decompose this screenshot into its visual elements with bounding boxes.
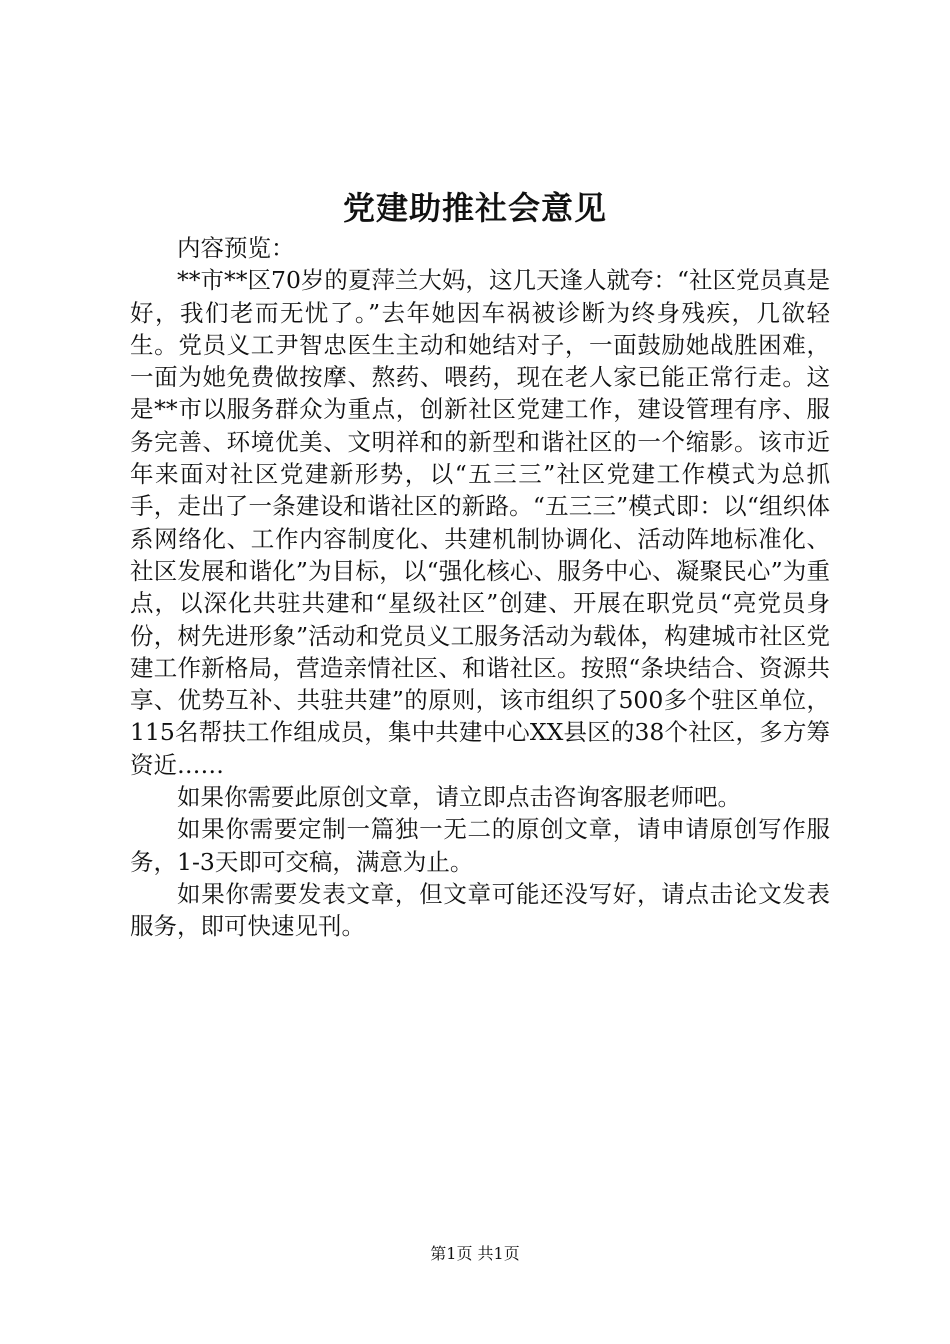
publish-service-note: 如果你需要发表文章，但文章可能还没写好，请点击论文发表服务，即可快速见刊。	[130, 879, 830, 941]
page-number-footer: 第1页 共1页	[430, 1244, 520, 1263]
custom-writing-note: 如果你需要定制一篇独一无二的原创文章，请申请原创写作服务，1-3天即可交稿，满意为止。	[130, 815, 830, 876]
preview-label: 内容预览：	[177, 234, 295, 262]
document-body	[130, 232, 830, 943]
consult-note: 如果你需要此原创文章，请立即点击咨询客服老师吧。	[177, 783, 741, 812]
document-title: 党建助推社会意见	[342, 189, 607, 227]
main-paragraph: **市**区70岁的夏萍兰大妈，这几天逢人就夸：“社区党员真是好，我们老而无忧了。”去年她因车祸被诊断为终身残疾，几欲轻生。党员义工尹智忠医生主动和她结对子，一面鼓励她战胜困难，一面为她免费做按摩、熬药、喂药，现在老人家已能正常行走。这是**市以服务群众为重点，创新社区党建工作，建设管理有序、服务完善、环境优美、文明祥和的新型和谐社区的一个缩影。该市近年来面对社区党建新形势，以“五三三”社区党建工作模式为总抓手，走出了一条建设和谐社区的新路。“五三三”模式即：以“组织体系网络化、工作内容制度化、共建机制协调化、活动阵地标准化、社区发展和谐化”为目标，以“强化核心、服务中心、凝聚民心”为重点，以深化共驻共建和“星级社区”创建、开展在职党员“亮党员身份，树先进形象”活动和党员义工服务活动为载体，构建城市社区党建工作新格局，营造亲情社区、和谐社区。按照“条块结合、资源共享、优势互补、共驻共建”的原则，该市组织了500多个驻区单位，115名帮扶工作组成员，集中共建中心XX县区的38个社区，多方筹资近……	[130, 266, 830, 779]
